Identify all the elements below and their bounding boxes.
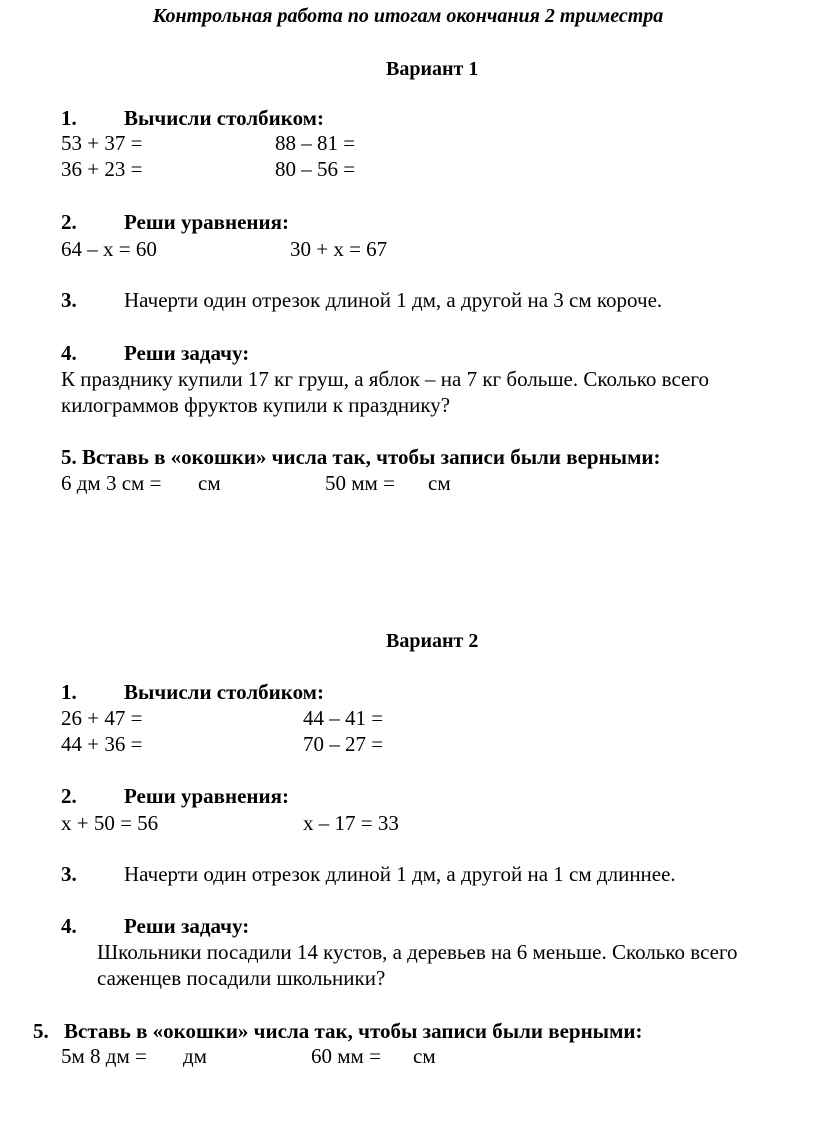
v1-task1-expr-3: 36 + 23 = — [61, 157, 143, 181]
page-title: Контрольная работа по итогам окончания 2 триместра — [152, 5, 664, 27]
v1-task5-label: 5. Вставь в «окошки» числа так, чтобы записи были верными: — [61, 445, 661, 469]
v2-task5-number: 5. — [33, 1019, 49, 1043]
v2-task1-number: 1. — [61, 680, 77, 704]
v1-task4-line-1: К празднику купили 17 кг груш, а яблок – на 7 кг больше. Сколько всего — [61, 367, 709, 391]
v1-task2-equation-2: 30 + х = 67 — [290, 237, 388, 261]
variant-2-heading: Вариант 2 — [386, 630, 479, 652]
v1-task1-expr-2: 88 – 81 = — [275, 131, 356, 155]
v2-task1-expr-2: 44 – 41 = — [303, 706, 384, 730]
v2-task2-number: 2. — [61, 784, 77, 808]
v2-task5-part-2: дм — [183, 1044, 207, 1068]
v2-task2-equation-2: х – 17 = 33 — [303, 811, 399, 835]
v1-task1-label: Вычисли столбиком: — [124, 106, 324, 130]
v1-task2-equation-1: 64 – х = 60 — [61, 237, 157, 261]
v1-task1-expr-4: 80 – 56 = — [275, 157, 356, 181]
v1-task4-label: Реши задачу: — [124, 341, 250, 365]
v2-task5-part-1: 5м 8 дм = — [61, 1044, 147, 1068]
v1-task2-label: Реши уравнения: — [124, 210, 289, 234]
v1-task3-number: 3. — [61, 288, 77, 312]
v1-task1-number: 1. — [61, 106, 77, 130]
v2-task3-text: Начерти один отрезок длиной 1 дм, а другой на 1 см длиннее. — [124, 862, 676, 886]
variant-1-heading: Вариант 1 — [386, 58, 479, 80]
v1-task5-part-1: 6 дм 3 см = — [61, 471, 162, 495]
v1-task4-number: 4. — [61, 341, 77, 365]
v2-task3-number: 3. — [61, 862, 77, 886]
v1-task3-text: Начерти один отрезок длиной 1 дм, а другой на 3 см короче. — [124, 288, 663, 312]
v1-task2-number: 2. — [61, 210, 77, 234]
v2-task5-part-4: см — [413, 1044, 436, 1068]
v1-task5-part-4: см — [428, 471, 451, 495]
v2-task5-label: Вставь в «окошки» числа так, чтобы записи были верными: — [64, 1019, 643, 1043]
v1-task5-part-3: 50 мм = — [325, 471, 395, 495]
v1-task4-line-2: килограммов фруктов купили к празднику? — [61, 393, 451, 417]
v2-task1-label: Вычисли столбиком: — [124, 680, 324, 704]
v1-task1-expr-1: 53 + 37 = — [61, 131, 143, 155]
v2-task2-label: Реши уравнения: — [124, 784, 289, 808]
v2-task1-expr-1: 26 + 47 = — [61, 706, 143, 730]
v2-task4-number: 4. — [61, 914, 77, 938]
v2-task5-part-3: 60 мм = — [311, 1044, 381, 1068]
v2-task4-label: Реши задачу: — [124, 914, 250, 938]
v2-task4-line-2: саженцев посадили школьники? — [97, 966, 386, 990]
v2-task1-expr-3: 44 + 36 = — [61, 732, 143, 756]
v2-task1-expr-4: 70 – 27 = — [303, 732, 384, 756]
v2-task2-equation-1: х + 50 = 56 — [61, 811, 159, 835]
v2-task4-line-1: Школьники посадили 14 кустов, а деревьев на 6 меньше. Сколько всего — [97, 940, 738, 964]
v1-task5-part-2: см — [198, 471, 221, 495]
